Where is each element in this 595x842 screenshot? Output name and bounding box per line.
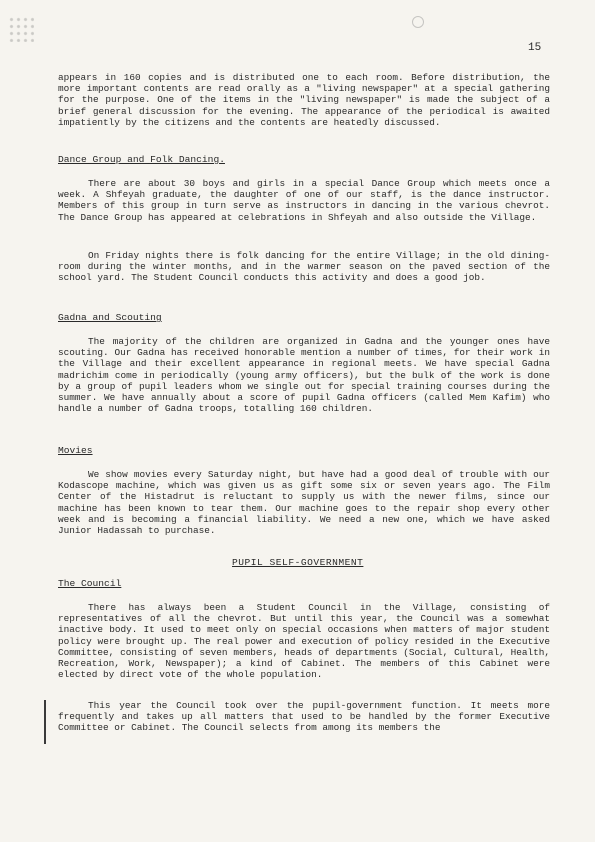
paragraph-council-history: There has always been a Student Council in the Village, consisting of representatives of all the chevrot. But until this year, the Council was a somewhat inactive body. It used to meet only on special occasions when matters of major student policy were brought up. The real power and execution of policy resided in the Executive Committee, consisting of seven members, heads of departments (Social, Cultural, Health, Recreation, Work, Newspaper); a kind of Cabinet. The members of this Cabinet were elected by direct vote of the whole population. <box>58 602 550 681</box>
heading-gadna-scouting: Gadna and Scouting <box>58 312 162 323</box>
paragraph-dance-group: There are about 30 boys and girls in a special Dance Group which meets once a week. A Shfeyah graduate, the daughter of one of our staff, is the dance instructor. Members of this group in turn serve as instructors in dancing in the various chevrot. The Dance Group has appeared at celebrations in Shfeyah and also outside the Village. <box>58 178 550 223</box>
margin-marker-line <box>44 700 46 744</box>
heading-the-council: The Council <box>58 578 122 589</box>
heading-dance-group: Dance Group and Folk Dancing. <box>58 154 225 165</box>
paragraph-movies: We show movies every Saturday night, but have had a good deal of trouble with our Kodascope machine, which was given us as gift some six or seven years ago. The Film Center of the Histadrut is reluctant to supply us with the newer films, since our machine has been known to tear them. Our machine goes to the repair shop every other week and is becoming a financial liability. We need a new one, which we have asked Junior Hadassah to purchase. <box>58 469 550 537</box>
paragraph-living-newspaper: appears in 160 copies and is distributed one to each room. Before distribution, the more important contents are read orally as a "living newspaper" at a special gathering for the purpose. One of the items in the "living newspaper" is made the subject of a brief general discussion for the evening. The appearance of the periodical is awaited impatiently by the citizens and the contents are heatedly discussed. <box>58 72 550 128</box>
paragraph-folk-dancing: On Friday nights there is folk dancing for the entire Village; in the old dining-room during the winter months, and in the warmer season on the paved section of the school yard. The Student Council conducts this activity and does a good job. <box>58 250 550 284</box>
punch-hole-marks <box>8 16 34 42</box>
page-number: 15 <box>528 42 542 54</box>
faint-stamp-mark <box>412 16 424 28</box>
paragraph-council-this-year: This year the Council took over the pupil-government function. It meets more frequently and takes up all matters that used to be handled by the former Executive Committee or Cabinet. The Council selects from among its members the <box>58 700 550 734</box>
heading-movies: Movies <box>58 445 93 456</box>
heading-pupil-self-government: PUPIL SELF-GOVERNMENT <box>232 557 364 568</box>
paragraph-gadna: The majority of the children are organized in Gadna and the younger ones have scouting. Our Gadna has received honorable mention a number of times, for their work in the Village and their excellent appearance in regional meets. We have special Gadna madrichim come in periodically (young army officers), but the bulk of the work is done by a group of pupil leaders whom we single out for special training courses during the summer. We have annually about a score of pupil Gadna officers (called Mem Kafim) who handle a number of Gadna troops, totalling 160 children. <box>58 336 550 415</box>
